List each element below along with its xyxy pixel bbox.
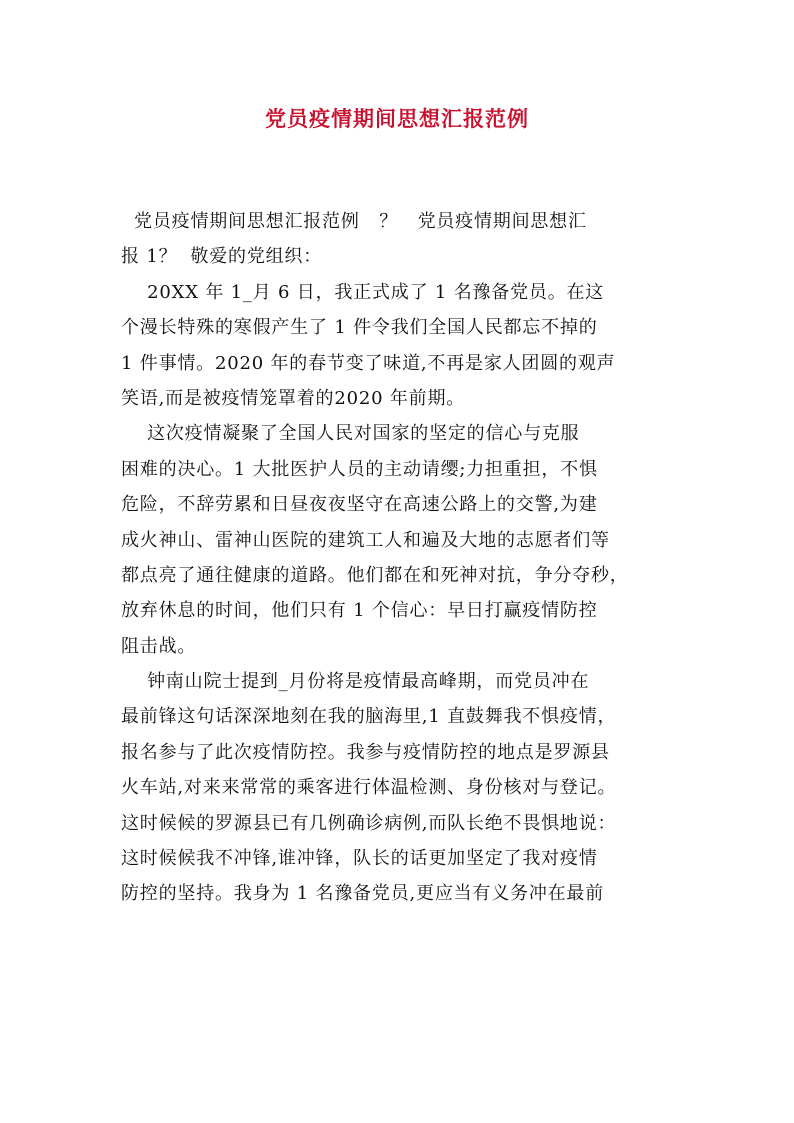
body-line: 这时候候我不冲锋,谁冲锋，队长的话更加坚定了我对疫情 <box>121 848 598 870</box>
body-line: 最前锋这句话深深地刻在我的脑海里,1 直鼓舞我不惧疫情， <box>121 706 617 728</box>
body-line: 报名参与了此次疫情防控。我参与疫情防控的地点是罗源县 <box>121 741 610 763</box>
body-line: 困难的决心。1 大批医护人员的主动请缨;力担重担，不惧 <box>121 458 598 480</box>
body-line: 成火神山、雷神山医院的建筑工人和遍及大地的志愿者们等 <box>121 529 610 551</box>
document-body <box>121 204 677 912</box>
body-line: 防控的坚持。我身为 1 名豫备党员,更应当有义务冲在最前 <box>121 883 605 905</box>
body-line: 个漫长特殊的寒假产生了 1 件令我们全国人民都忘不掉的 <box>121 317 598 339</box>
document-title: 党员疫情期间思想汇报范例 <box>265 106 529 131</box>
body-line: 火车站,对来来常常的乘客进行体温检测、身份核对与登记。 <box>121 777 617 799</box>
body-line: 20XX 年 1_月 6 日，我正式成了 1 名豫备党员。在这 <box>121 281 605 303</box>
body-line: 阻击战。 <box>121 635 197 657</box>
body-line: 危险，不辞劳累和日昼夜夜坚守在高速公路上的交警,为建 <box>121 494 598 516</box>
body-line: 报 1？ 敬爱的党组织： <box>121 246 323 268</box>
body-line: 这次疫情凝聚了全国人民对国家的坚定的信心与克服 <box>121 423 580 445</box>
body-line: 笑语,而是被疫情笼罩着的2020 年前期。 <box>121 387 466 409</box>
body-line: 钟南山院士提到_月份将是疫情最高峰期，而党员冲在 <box>121 671 590 693</box>
body-line: 都点亮了通往健康的道路。他们都在和死神对抗，争分夺秒， <box>121 564 629 586</box>
body-line: 1 件事情。2020 年的春节变了味道,不再是家人团圆的观声 <box>121 352 616 374</box>
body-line: 放弃休息的时间，他们只有 1 个信心：早日打赢疫情防控 <box>121 600 598 622</box>
body-line: 这时候候的罗源县已有几例确诊病例,而队长绝不畏惧地说： <box>121 812 617 834</box>
body-line: 党员疫情期间思想汇报范例 ？ 党员疫情期间思想汇 <box>121 211 587 232</box>
